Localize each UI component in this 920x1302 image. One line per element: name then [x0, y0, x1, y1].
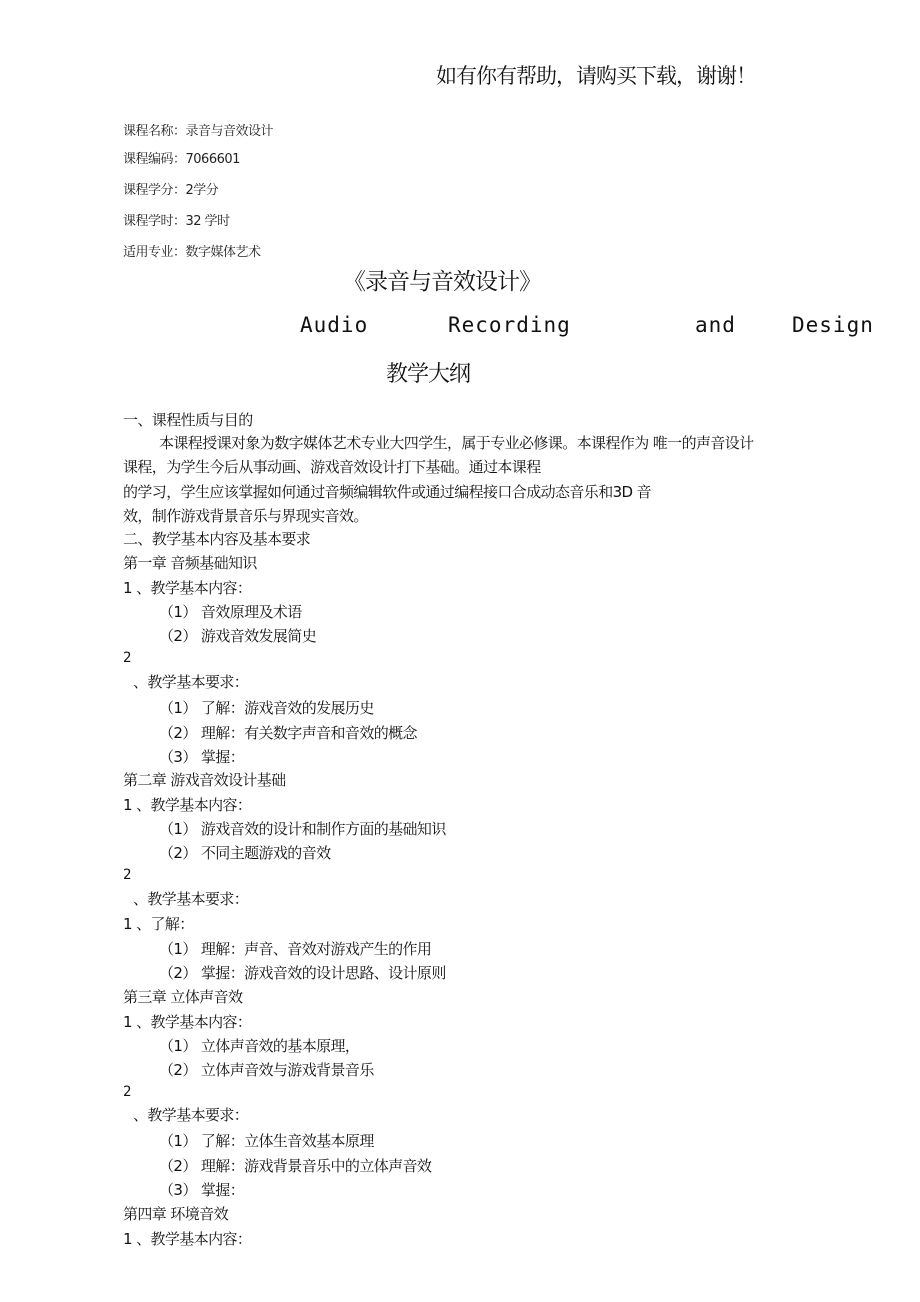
list-item: （1） 游戏音效的设计和制作方面的基础知识	[159, 820, 446, 838]
list-item: （1） 理解：声音、音效对游戏产生的作用	[159, 940, 432, 958]
requirement-heading: 、教学基本要求：	[133, 890, 249, 908]
paragraph-line: 本课程授课对象为数字媒体艺术专业大四学生，属于专业必修课。本课程作为 唯一的声音设计	[159, 434, 754, 452]
syllabus-subtitle: 教学大纲	[386, 362, 471, 387]
english-title-word-4: Design	[792, 313, 874, 337]
section-heading: 一、课程性质与目的	[123, 411, 253, 429]
section-heading: 二、教学基本内容及基本要求	[123, 530, 311, 548]
course-credits: 课程学分：2学分	[123, 183, 219, 198]
course-name: 课程名称：录音与音效设计	[123, 124, 274, 139]
course-major: 适用专业：数字媒体艺术	[123, 245, 261, 260]
chapter-title: 第三章 立体声音效	[123, 988, 243, 1006]
chapter-title: 第一章 音频基础知识	[123, 554, 257, 572]
list-item: （1） 立体声音效的基本原理，	[159, 1037, 360, 1055]
list-item: （1） 了解：游戏音效的发展历史	[159, 699, 374, 717]
download-banner: 如有你有帮助，请购买下载，谢谢！	[436, 64, 756, 88]
list-item: 1 、了解：	[123, 915, 194, 933]
document-title: 《录音与音效设计》	[343, 269, 541, 295]
content-heading: 1 、教学基本内容：	[123, 1230, 252, 1248]
chapter-title: 第四章 环境音效	[123, 1205, 228, 1223]
requirement-number: 2	[123, 650, 132, 666]
english-title-word-1: Audio	[300, 313, 369, 337]
list-item: （2） 掌握：游戏音效的设计思路、设计原则	[159, 964, 446, 982]
course-hours: 课程学时：32 学时	[123, 214, 230, 229]
content-heading: 1 、教学基本内容：	[123, 579, 252, 597]
paragraph-line: 课程，为学生今后从事动画、游戏音效设计打下基础。通过本课程	[123, 458, 541, 476]
paragraph-line: 效，制作游戏背景音乐与界现实音效。	[123, 507, 368, 525]
list-item: （2） 游戏音效发展简史	[159, 627, 317, 645]
list-item: （2） 理解：游戏背景音乐中的立体声音效	[159, 1157, 432, 1175]
requirement-number: 2	[123, 1084, 132, 1100]
english-title-word-3: and	[695, 313, 736, 337]
list-item: （1） 音效原理及术语	[159, 603, 302, 621]
content-heading: 1 、教学基本内容：	[123, 1013, 252, 1031]
requirement-number: 2	[123, 867, 132, 883]
content-heading: 1 、教学基本内容：	[123, 796, 252, 814]
list-item: （2） 理解：有关数字声音和音效的概念	[159, 724, 417, 742]
list-item: （2） 立体声音效与游戏背景音乐	[159, 1061, 374, 1079]
requirement-heading: 、教学基本要求：	[133, 1106, 249, 1124]
list-item: （3） 掌握：	[159, 1181, 245, 1199]
requirement-heading: 、教学基本要求：	[133, 673, 249, 691]
list-item: （1） 了解：立体生音效基本原理	[159, 1132, 374, 1150]
paragraph-line: 的学习，学生应该掌握如何通过音频编辑软件或通过编程接口合成动态音乐和3D 音	[123, 483, 652, 501]
course-code: 课程编码：7066601	[123, 152, 240, 167]
list-item: （2） 不同主题游戏的音效	[159, 844, 331, 862]
english-title-word-2: Recording	[448, 313, 571, 337]
chapter-title: 第二章 游戏音效设计基础	[123, 771, 286, 789]
list-item: （3） 掌握：	[159, 748, 245, 766]
